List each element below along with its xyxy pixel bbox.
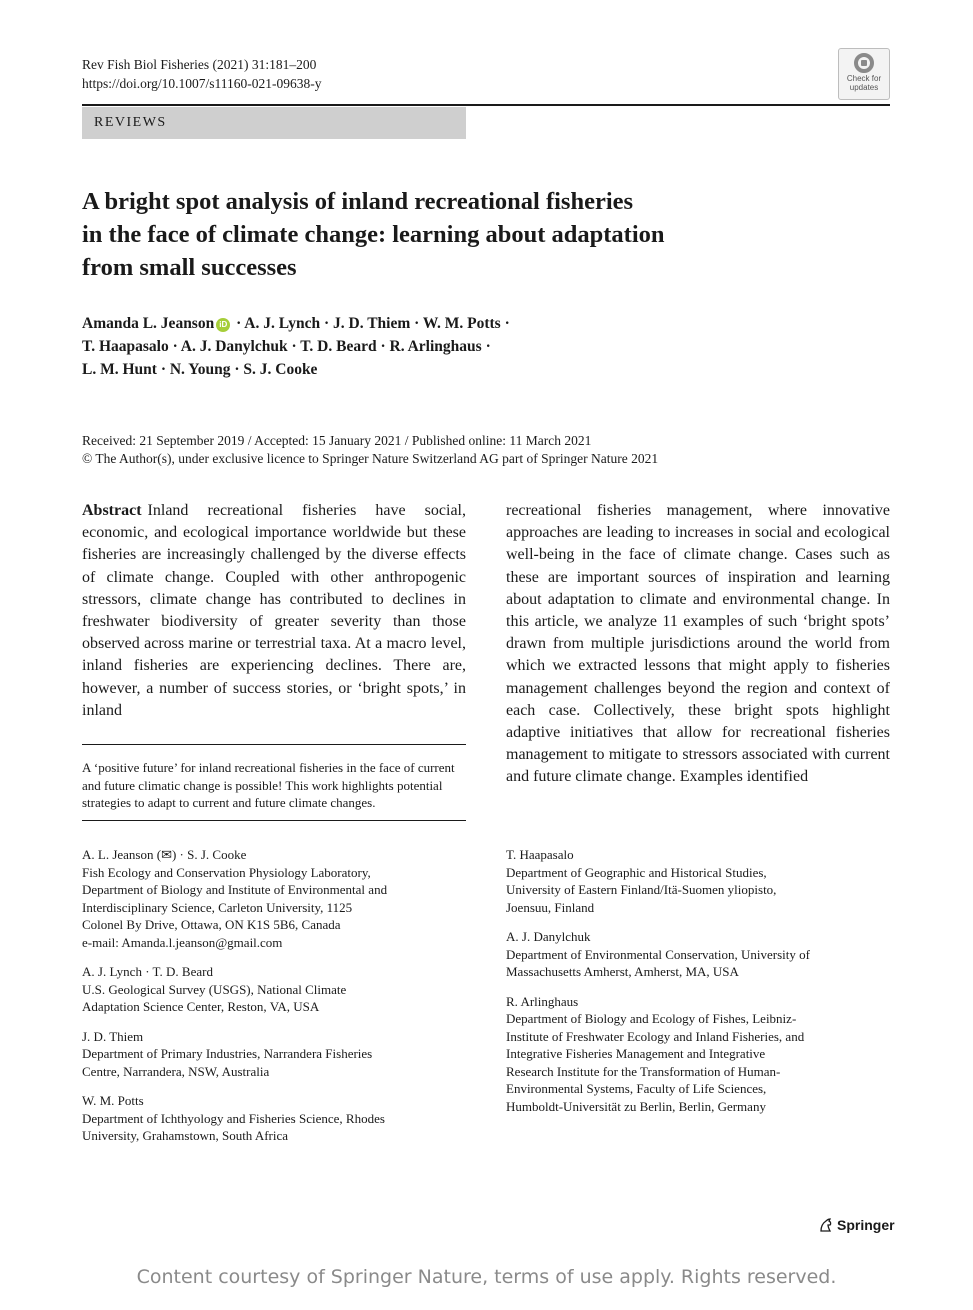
springer-horse-icon	[818, 1217, 834, 1233]
author-name[interactable]: L. M. Hunt	[82, 361, 157, 378]
affiliation-line: Department of Primary Industries, Narrandera Fisheries	[82, 1046, 373, 1061]
affiliation-line: Environmental Systems, Faculty of Life Sciences,	[506, 1081, 767, 1096]
author-name[interactable]: T. D. Beard	[300, 338, 377, 355]
author-list: Amanda L. Jeanson iD · A. J. Lynch · J. D. Thiem · W. M. Potts · T. Haapasalo · A. J. Danylchuk · T. D. Beard · R. Arlinghaus · L. M. Hunt · N. Young · S. J. Cooke	[82, 315, 510, 378]
publication-dates: Received: 21 September 2019 / Accepted: 15 January 2021 / Published online: 11 March 2021	[82, 433, 592, 448]
orcid-icon[interactable]: iD	[216, 318, 230, 332]
affiliation-names: A. J. Danylchuk	[506, 929, 591, 944]
abstract-right-column	[506, 500, 890, 789]
affiliation-block	[506, 928, 890, 981]
affiliation-names: A. J. Lynch · T. D. Beard	[82, 964, 213, 979]
affiliation-line: Massachusetts Amherst, Amherst, MA, USA	[506, 964, 739, 979]
affiliation-line: Centre, Narrandera, NSW, Australia	[82, 1063, 270, 1079]
author-name[interactable]: J. D. Thiem	[333, 315, 411, 332]
affiliation-line: Fish Ecology and Conservation Physiology Laboratory,	[82, 864, 371, 880]
highlight-text: A ‘positive future’ for inland recreational fisheries in the face of current and future climatic change is possible! This work highlights potential strategies to adapt to current and future climate changes.	[82, 760, 455, 810]
affiliation-line: University, Grahamstown, South Africa	[82, 1128, 289, 1143]
check-for-updates-badge[interactable]	[838, 48, 890, 100]
affiliation-line: Department of Biology and Institute of Environmental and	[82, 882, 388, 897]
abstract-text-part1: Inland recreational fisheries have social, economic, and ecological importance worldwide but these fisheries are increasingly challenged by the diverse effects of climate change. Coupled with other anthropogenic stressors, climate change has contributed to declines in freshwater biodiversity of greater severity than those observed across marine or terrestrial taxa. At a macro level, inland fisheries are experiencing declines. There are, however, a number of success stories, or ‘bright spots,’ in inland	[82, 502, 466, 719]
affiliation-line: Department of Biology and Ecology of Fishes, Leibniz-	[506, 1011, 797, 1026]
author-name[interactable]: R. Arlinghaus	[389, 338, 482, 355]
affiliation-names: T. Haapasalo	[506, 847, 574, 862]
publisher-name: Springer	[837, 1217, 895, 1233]
affiliation-line: Joensuu, Finland	[506, 899, 595, 915]
courtesy-notice: Content courtesy of Springer Nature, terms of use apply. Rights reserved.	[136, 1266, 837, 1288]
affiliation-block	[82, 963, 466, 1016]
author-name[interactable]: A. J. Lynch	[244, 315, 321, 332]
affiliation-block	[82, 846, 466, 951]
affiliation-line: Humboldt-Universität zu Berlin, Berlin, Germany	[506, 1098, 766, 1114]
affiliation-block	[506, 993, 890, 1116]
author-name[interactable]: Amanda L. Jeanson	[82, 315, 215, 332]
title-line: A bright spot analysis of inland recreational fisheries	[82, 188, 634, 215]
affiliation-line: Adaptation Science Center, Reston, VA, USA	[82, 999, 320, 1014]
springer-logo	[818, 1215, 895, 1235]
affiliation-line: Integrative Fisheries Management and Integrative	[506, 1046, 766, 1061]
author-name[interactable]: W. M. Potts	[422, 315, 501, 332]
abstract-label: Abstract	[82, 502, 142, 519]
header-rule	[82, 104, 890, 106]
affiliations-right	[506, 846, 890, 1127]
copyright-notice: © The Author(s), under exclusive licence to Springer Nature Switzerland AG part of Springer Nature 2021	[82, 451, 659, 466]
author-name[interactable]: A. J. Danylchuk	[180, 338, 288, 355]
affiliation-line: U.S. Geological Survey (USGS), National Climate	[82, 981, 347, 997]
affiliation-line: Department of Geographic and Historical Studies,	[506, 864, 767, 880]
affiliation-line: Interdisciplinary Science, Carleton University, 1125	[82, 899, 353, 915]
journal-citation: Rev Fish Biol Fisheries (2021) 31:181–200	[82, 57, 317, 72]
affiliation-line: Institute of Freshwater Ecology and Inland Fisheries, and	[506, 1028, 805, 1044]
highlight-box	[82, 744, 466, 821]
affiliation-names: W. M. Potts	[82, 1093, 144, 1108]
author-name[interactable]: N. Young	[169, 361, 231, 378]
affiliation-line: Research Institute for the Transformation of Human-	[506, 1063, 781, 1079]
abstract-text-part2: recreational fisheries management, where innovative approaches are leading to increases in social and ecological well-being in the face of climate change. Cases such as these are important sources of inspiration and learning about adaptation to climate and environmental change. In this article, we analyze 11 examples of such ‘bright spots’ drawn from multiple jurisdictions around the world from which we extracted lessons that might apply to fisheries management challenges beyond the region and context of each case. Collectively, these bright spots highlight adaptive initiatives that allow for recreational fisheries management to mitigate to stressors associated with current and future climate change. Examples identified	[506, 502, 890, 786]
affiliation-names: R. Arlinghaus	[506, 993, 579, 1009]
crossmark-icon	[854, 53, 874, 73]
email-link[interactable]: e-mail: Amanda.l.jeanson@gmail.com	[82, 934, 283, 950]
affiliation-block	[82, 1028, 466, 1081]
affiliation-names: A. L. Jeanson (✉) · S. J. Cooke	[82, 847, 247, 862]
affiliation-line: Department of Ichthyology and Fisheries Science, Rhodes	[82, 1110, 385, 1126]
doi-link[interactable]: https://doi.org/10.1007/s11160-021-09638-y	[82, 76, 322, 91]
badge-line2: updates	[849, 83, 879, 92]
section-label: REVIEWS	[82, 107, 466, 139]
publication-info	[82, 432, 902, 468]
affiliation-block	[506, 846, 890, 916]
badge-line1: Check for	[846, 74, 882, 83]
affiliation-line: Colonel By Drive, Ottawa, ON K1S 5B6, Canada	[82, 917, 341, 932]
affiliation-names: J. D. Thiem	[82, 1028, 144, 1044]
title-line: from small successes	[82, 254, 297, 281]
affiliation-block	[82, 1092, 466, 1145]
affiliations-left	[82, 846, 466, 1157]
title-line: in the face of climate change: learning about adaptation	[82, 221, 665, 248]
affiliation-line: Department of Environmental Conservation, University of	[506, 946, 810, 962]
affiliation-line: University of Eastern Finland/Itä-Suomen yliopisto,	[506, 882, 777, 897]
author-name[interactable]: T. Haapasalo	[82, 338, 169, 355]
author-name[interactable]: S. J. Cooke	[243, 361, 318, 378]
abstract-left-column	[82, 500, 466, 722]
article-title	[82, 185, 842, 284]
